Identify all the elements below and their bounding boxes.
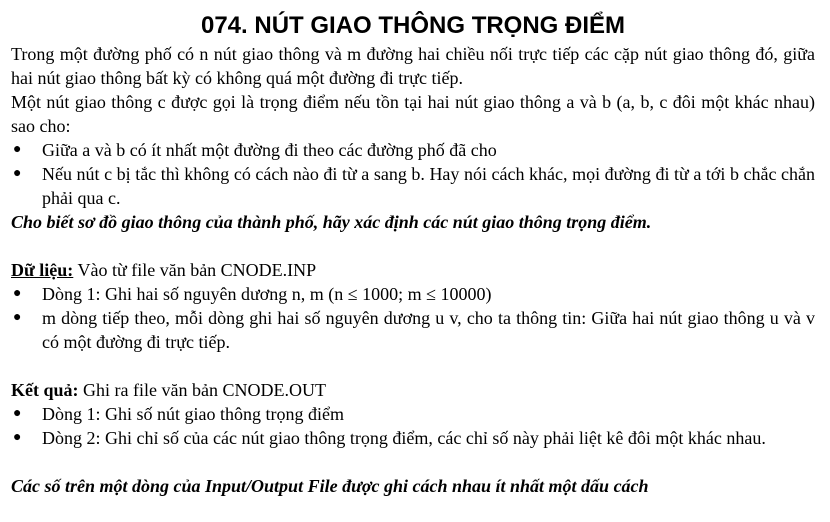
intro-paragraph-2: Một nút giao thông c được gọi là trọng điểm nếu tồn tại hai nút giao thông a và b (a, b, c đôi một khác nhau) sao cho: [11,92,815,136]
bullet-icon: ● [13,166,22,181]
output-item-text: Dòng 2: Ghi chỉ số của các nút giao thông trọng điểm, các chỉ số này phải liệt kê đôi một khác nhau. [42,428,766,448]
bullet-icon: ● [13,430,22,445]
problem-statement [11,10,815,498]
input-label: Dữ liệu: [11,260,74,280]
spacer [11,450,815,474]
page-title: 074. NÚT GIAO THÔNG TRỌNG ĐIỂM [200,12,626,39]
input-item-text: m dòng tiếp theo, mỗi dòng ghi hai số nguyên dương u v, cho ta thông tin: Giữa hai nút giao thông u và v có một đường đi trực tiếp. [42,308,815,352]
input-heading [11,258,815,282]
spacer [11,354,815,378]
output-description: Ghi ra file văn bản CNODE.OUT [78,380,326,400]
output-item [11,426,815,450]
condition-item [11,138,815,162]
condition-text: Nếu nút c bị tắc thì không có cách nào đi từ a sang b. Hay nói cách khác, mọi đường đi từ a tới b chắc chắn phải qua c. [42,164,815,208]
spacer [11,234,815,258]
bullet-icon: ● [13,310,22,325]
bullet-icon: ● [13,142,22,157]
output-item-text: Dòng 1: Ghi số nút giao thông trọng điểm [42,404,344,424]
bullet-icon: ● [13,406,22,421]
input-description: Vào từ file văn bản CNODE.INP [73,260,317,280]
input-item [11,306,815,354]
intro-paragraph-1: Trong một đường phố có n nút giao thông và m đường hai chiều nối trực tiếp các cặp nút giao thông đó, giữa hai nút giao thông bất kỳ có không quá một đường đi trực tiếp. [11,44,815,88]
condition-text: Giữa a và b có ít nhất một đường đi theo các đường phố đã cho [42,140,497,160]
input-item [11,282,815,306]
bullet-icon: ● [13,286,22,301]
output-heading [11,378,815,402]
output-item [11,402,815,426]
output-label: Kết quả: [11,380,79,400]
condition-item [11,162,815,210]
format-note: Các số trên một dòng của Input/Output File được ghi cách nhau ít nhất một dấu cách [11,476,649,496]
task-statement: Cho biết sơ đồ giao thông của thành phố, hãy xác định các nút giao thông trọng điểm. [11,212,652,232]
input-item-text: Dòng 1: Ghi hai số nguyên dương n, m (n ≤ 1000; m ≤ 10000) [42,284,492,304]
